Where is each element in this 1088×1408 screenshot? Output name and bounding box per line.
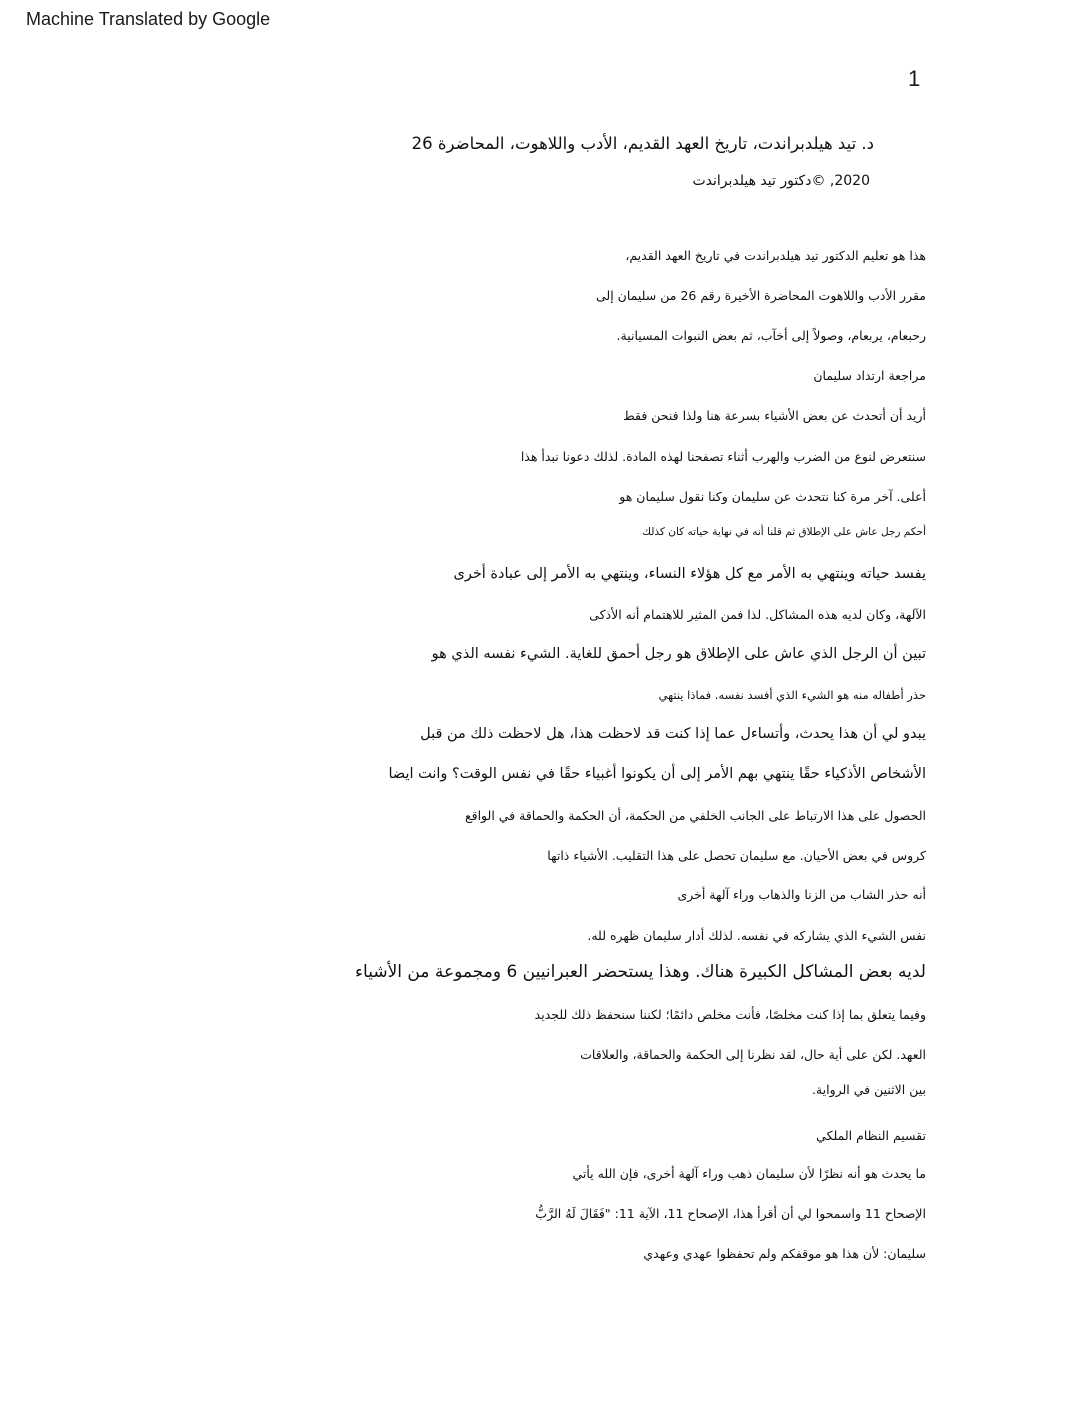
text-line: مقرر الأدب واللاهوت المحاضرة الأخيرة رقم 26 من سليمان إلى <box>596 288 926 303</box>
text-line: سليمان: لأن هذا هو موقفكم ولم تحفظوا عهدي وعهدي <box>643 1246 926 1261</box>
copyright-line: 2020, ©دكتور تيد هيلدبراندت <box>692 173 870 189</box>
text-line: بين الاثنين في الرواية. <box>811 1082 926 1097</box>
document-title: د. تيد هيلدبراندت، تاريخ العهد القديم، الأدب واللاهوت، المحاضرة 26 <box>411 134 874 153</box>
text-line: يبدو لي أن هذا يحدث، وأتساءل عما إذا كنت قد لاحظت هذا، هل لاحظت ذلك من قبل <box>420 726 926 742</box>
text-line: أحكم رجل عاش على الإطلاق ثم قلنا أنه في نهاية حياته كان كذلك <box>642 526 926 538</box>
text-line: الحصول على هذا الارتباط على الجانب الخلفي من الحكمة، أن الحكمة والحماقة في الواقع <box>464 808 926 823</box>
text-line: هذا هو تعليم الدكتور تيد هيلدبراندت في تاريخ العهد القديم، <box>625 248 926 263</box>
page-number: 1 <box>908 66 921 91</box>
text-line: وفيما يتعلق بما إذا كنت مخلصًا، فأنت مخلص دائمًا؛ لكننا سنحفظ ذلك للجديد <box>534 1007 926 1022</box>
section-heading: مراجعة ارتداد سليمان <box>813 368 926 383</box>
machine-translation-note: Machine Translated by Google <box>26 9 271 29</box>
text-line: يفسد حياته وينتهي به الأمر مع كل هؤلاء النساء، وينتهي به الأمر إلى عبادة أخرى <box>453 566 926 582</box>
text-line: الأشخاص الأذكياء حقًا ينتهي بهم الأمر إلى أن يكونوا أغبياء حقًا في نفس الوقت؟ وانت ايضا <box>388 766 926 782</box>
text-line: رحبعام، يربعام، وصولاً إلى أخآب، ثم بعض النبوات المسيانية. <box>616 328 926 343</box>
text-line: أنه حذر الشاب من الزنا والذهاب وراء آلهة أخرى <box>677 887 926 902</box>
text-line: تبين أن الرجل الذي عاش على الإطلاق هو رجل أحمق للغاية. الشيء نفسه الذي هو <box>431 646 926 662</box>
text-line: أريد أن أتحدث عن بعض الأشياء بسرعة هنا ولذا فنحن فقط <box>623 408 926 423</box>
text-line: نفس الشيء الذي يشاركه في نفسه. لذلك أدار سليمان ظهره لله. <box>587 928 926 943</box>
text-line: سنتعرض لنوع من الضرب والهرب أثناء تصفحنا لهذه المادة. لذلك دعونا نبدأ هذا <box>520 449 926 464</box>
section-heading: تقسيم النظام الملكي <box>816 1128 926 1143</box>
text-line: الآلهة، وكان لديه هذه المشاكل. لذا فمن المثير للاهتمام أنه الأذكى <box>589 607 926 622</box>
text-line: حذر أطفاله منه هو الشيء الذي أفسد نفسه. فماذا ينتهي <box>658 688 926 702</box>
text-line: أعلى. آخر مرة كنا نتحدث عن سليمان وكنا نقول سليمان هو <box>619 489 926 504</box>
text-line: العهد. لكن على أية حال، لقد نظرنا إلى الحكمة والحماقة، والعلاقات <box>580 1047 926 1062</box>
text-line: كروس في بعض الأحيان. مع سليمان تحصل على هذا التقليب. الأشياء ذاتها <box>547 848 926 863</box>
text-line: الإصحاح 11 واسمحوا لي أن أقرأ هذا، الإصحاح 11، الآية 11: "فَقَالَ لَهُ الرَّبُّ <box>535 1206 926 1221</box>
text-line: لديه بعض المشاكل الكبيرة هناك. وهذا يستحضر العبرانيين 6 ومجموعة من الأشياء <box>355 962 926 982</box>
text-line: ما يحدث هو أنه نظرًا لأن سليمان ذهب وراء آلهة أخرى، فإن الله يأتي <box>572 1166 926 1181</box>
